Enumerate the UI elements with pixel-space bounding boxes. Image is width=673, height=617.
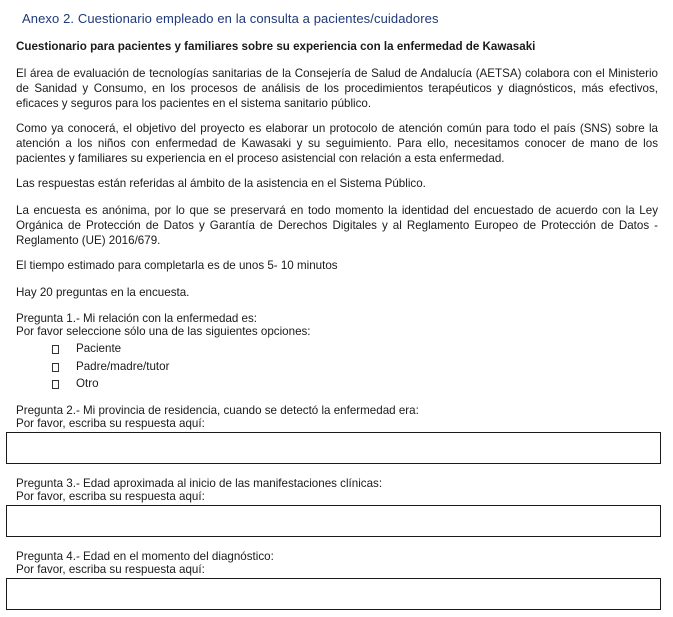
intro-paragraph-anonymity: La encuesta es anónima, por lo que se preservará en todo momento la identidad del encuestado de acuerdo con la Ley Orgánica de Protección de Datos y Garantía de Derechos Digitales y al Reglamento Europeo de Protección de Datos - Reglamento (UE) 2016/679. bbox=[16, 204, 658, 247]
document-heading: Cuestionario para pacientes y familiares sobre su experiencia con la enfermedad de Kawasaki bbox=[16, 40, 536, 53]
question-4-text: Pregunta 4.- Edad en el momento del diagnóstico: bbox=[16, 550, 274, 563]
checkbox-icon[interactable] bbox=[52, 363, 59, 372]
intro-paragraph-time: El tiempo estimado para completarla es de unos 5- 10 minutos bbox=[16, 259, 338, 272]
question-2-answer-field[interactable] bbox=[6, 432, 661, 464]
checkbox-icon[interactable] bbox=[52, 345, 59, 354]
option-label: Paciente bbox=[76, 342, 122, 355]
annex-title: Anexo 2. Cuestionario empleado en la consulta a pacientes/cuidadores bbox=[22, 11, 439, 26]
intro-paragraph-count: Hay 20 preguntas en la encuesta. bbox=[16, 286, 190, 299]
question-1-option-paciente[interactable] bbox=[52, 342, 121, 356]
question-4-answer-field[interactable] bbox=[6, 578, 661, 610]
question-1-option-otro[interactable] bbox=[52, 377, 99, 391]
question-3-instruction: Por favor, escriba su respuesta aquí: bbox=[16, 490, 205, 503]
question-2-instruction: Por favor, escriba su respuesta aquí: bbox=[16, 417, 205, 430]
question-2-text: Pregunta 2.- Mi provincia de residencia, cuando se detectó la enfermedad era: bbox=[16, 404, 419, 417]
checkbox-icon[interactable] bbox=[52, 380, 59, 389]
intro-paragraph-aetsa: El área de evaluación de tecnologías sanitarias de la Consejería de Salud de Andalucía (AETSA) colabora con el Ministerio de Sanidad y Consumo, en los procesos de análisis de los procedimientos terapéuticos y diagnósticos, más efectivos, eficaces y seguros para los pacientes en el sistema sanitario público. bbox=[16, 67, 658, 110]
question-1-text: Pregunta 1.- Mi relación con la enfermedad es: bbox=[16, 312, 258, 325]
question-1-option-padre-madre-tutor[interactable] bbox=[52, 360, 169, 374]
question-3-text: Pregunta 3.- Edad aproximada al inicio de las manifestaciones clínicas: bbox=[16, 477, 383, 490]
intro-paragraph-objective: Como ya conocerá, el objetivo del proyecto es elaborar un protocolo de atención común para todo el país (SNS) sobre la atención a los niños con enfermedad de Kawasaki y su seguimiento. Para ello, necesitamos conocer de mano de los pacientes y familiares su experiencia en el proceso asistencial con relación a esta enfermedad. bbox=[16, 122, 658, 165]
question-3-answer-field[interactable] bbox=[6, 505, 661, 537]
intro-paragraph-scope: Las respuestas están referidas al ámbito de la asistencia en el Sistema Público. bbox=[16, 177, 426, 190]
question-1-instruction: Por favor seleccione sólo una de las siguientes opciones: bbox=[16, 325, 311, 338]
question-4-instruction: Por favor, escriba su respuesta aquí: bbox=[16, 563, 205, 576]
option-label: Padre/madre/tutor bbox=[76, 360, 170, 373]
option-label: Otro bbox=[76, 377, 99, 390]
